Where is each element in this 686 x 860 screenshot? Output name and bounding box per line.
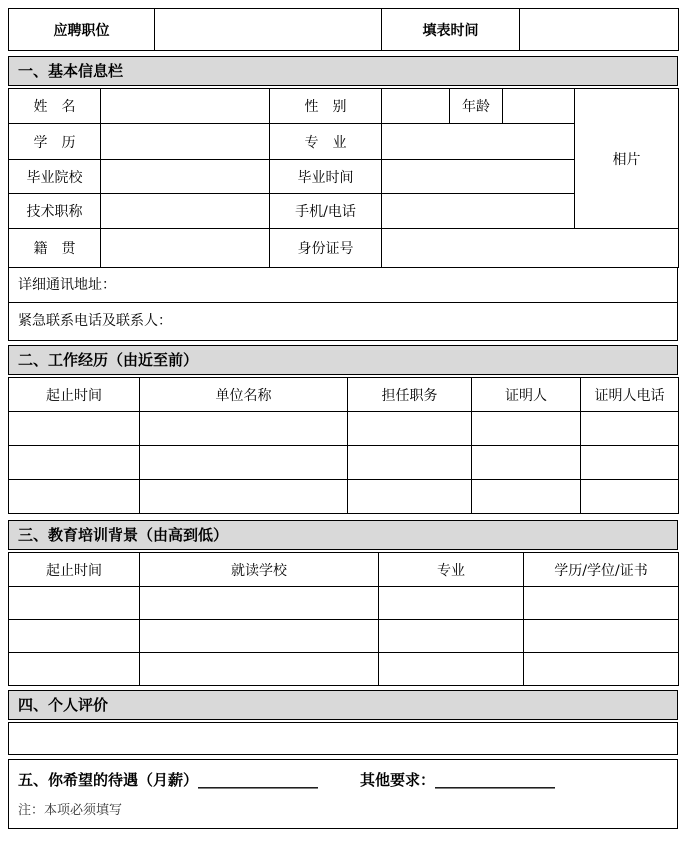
work-cell[interactable] bbox=[581, 412, 679, 446]
gender-input-cell[interactable] bbox=[382, 89, 450, 124]
work-cell[interactable] bbox=[348, 446, 472, 480]
work-cell[interactable] bbox=[9, 412, 140, 446]
phone-input-cell[interactable] bbox=[382, 194, 575, 229]
other-requirements-blank[interactable]: ________________ bbox=[435, 771, 556, 789]
expectation-box bbox=[8, 759, 678, 829]
salary-blank[interactable]: ________________ bbox=[198, 771, 319, 789]
work-cell[interactable] bbox=[140, 480, 348, 514]
section1-header: 一、基本信息栏 bbox=[8, 56, 678, 86]
edu-cell[interactable] bbox=[379, 587, 524, 620]
work-cell[interactable] bbox=[348, 480, 472, 514]
edu-cell[interactable] bbox=[140, 587, 379, 620]
phone-label: 手机/电话 bbox=[270, 194, 382, 229]
work-cell[interactable] bbox=[140, 446, 348, 480]
education-input-cell[interactable] bbox=[101, 124, 270, 160]
work-cell[interactable] bbox=[581, 480, 679, 514]
edu-cell[interactable] bbox=[140, 620, 379, 653]
photo-cell[interactable]: 相片 bbox=[575, 89, 679, 229]
education-label: 学 历 bbox=[9, 124, 101, 160]
job-application-form bbox=[8, 8, 678, 829]
edu-col-school: 就读学校 bbox=[140, 553, 379, 587]
edu-cell[interactable] bbox=[524, 587, 679, 620]
expectation-line bbox=[18, 769, 668, 790]
edu-col-period: 起止时间 bbox=[9, 553, 140, 587]
fill-date-label: 填表时间 bbox=[382, 9, 520, 51]
gender-label: 性 别 bbox=[270, 89, 382, 124]
edu-cell[interactable] bbox=[140, 653, 379, 686]
work-row bbox=[9, 446, 679, 480]
age-label: 年龄 bbox=[450, 89, 503, 124]
work-col-reference: 证明人 bbox=[472, 378, 581, 412]
work-row bbox=[9, 480, 679, 514]
basic-info-table bbox=[8, 88, 679, 229]
work-cell[interactable] bbox=[9, 446, 140, 480]
top-table bbox=[8, 8, 679, 51]
edu-cell[interactable] bbox=[524, 620, 679, 653]
work-row bbox=[9, 412, 679, 446]
edu-cell[interactable] bbox=[524, 653, 679, 686]
section4-header: 四、个人评价 bbox=[8, 690, 678, 720]
id-number-input-cell[interactable] bbox=[382, 229, 679, 268]
work-col-position: 担任职务 bbox=[348, 378, 472, 412]
emergency-contact-row[interactable]: 紧急联系电话及联系人： bbox=[8, 302, 678, 341]
edu-col-major: 专业 bbox=[379, 553, 524, 587]
edu-row bbox=[9, 587, 679, 620]
position-input-cell[interactable] bbox=[155, 9, 382, 51]
edu-row bbox=[9, 653, 679, 686]
address-row[interactable]: 详细通讯地址： bbox=[8, 267, 678, 303]
work-col-period: 起止时间 bbox=[9, 378, 140, 412]
section2-header: 二、工作经历（由近至前） bbox=[8, 345, 678, 375]
salary-label: 五、你希望的待遇（月薪） bbox=[18, 771, 199, 789]
work-cell[interactable] bbox=[9, 480, 140, 514]
major-label: 专 业 bbox=[270, 124, 382, 160]
work-cell[interactable] bbox=[581, 446, 679, 480]
name-input-cell[interactable] bbox=[101, 89, 270, 124]
grad-school-label: 毕业院校 bbox=[9, 160, 101, 194]
work-cell[interactable] bbox=[472, 480, 581, 514]
section3-header: 三、教育培训背景（由高到低） bbox=[8, 520, 678, 550]
name-label: 姓 名 bbox=[9, 89, 101, 124]
work-col-company: 单位名称 bbox=[140, 378, 348, 412]
work-cell[interactable] bbox=[472, 446, 581, 480]
work-col-reference-phone: 证明人电话 bbox=[581, 378, 679, 412]
position-label: 应聘职位 bbox=[9, 9, 155, 51]
edu-cell[interactable] bbox=[9, 620, 140, 653]
native-place-input-cell[interactable] bbox=[101, 229, 270, 268]
work-experience-table bbox=[8, 377, 679, 514]
native-id-table bbox=[8, 228, 679, 268]
edu-cell[interactable] bbox=[9, 587, 140, 620]
grad-time-input-cell[interactable] bbox=[382, 160, 575, 194]
native-place-label: 籍 贯 bbox=[9, 229, 101, 268]
other-requirements-label: 其他要求： bbox=[360, 771, 436, 789]
edu-cell[interactable] bbox=[379, 653, 524, 686]
major-input-cell[interactable] bbox=[382, 124, 575, 160]
evaluation-input-row[interactable] bbox=[8, 722, 678, 755]
education-table bbox=[8, 552, 679, 686]
work-cell[interactable] bbox=[348, 412, 472, 446]
edu-col-degree: 学历/学位/证书 bbox=[524, 553, 679, 587]
age-input-cell[interactable] bbox=[503, 89, 575, 124]
required-note: 注：本项必须填写 bbox=[18, 803, 123, 818]
grad-school-input-cell[interactable] bbox=[101, 160, 270, 194]
id-number-label: 身份证号 bbox=[270, 229, 382, 268]
edu-cell[interactable] bbox=[379, 620, 524, 653]
edu-cell[interactable] bbox=[9, 653, 140, 686]
edu-row bbox=[9, 620, 679, 653]
work-cell[interactable] bbox=[472, 412, 581, 446]
tech-title-input-cell[interactable] bbox=[101, 194, 270, 229]
grad-time-label: 毕业时间 bbox=[270, 160, 382, 194]
work-cell[interactable] bbox=[140, 412, 348, 446]
fill-date-input-cell[interactable] bbox=[520, 9, 679, 51]
tech-title-label: 技术职称 bbox=[9, 194, 101, 229]
